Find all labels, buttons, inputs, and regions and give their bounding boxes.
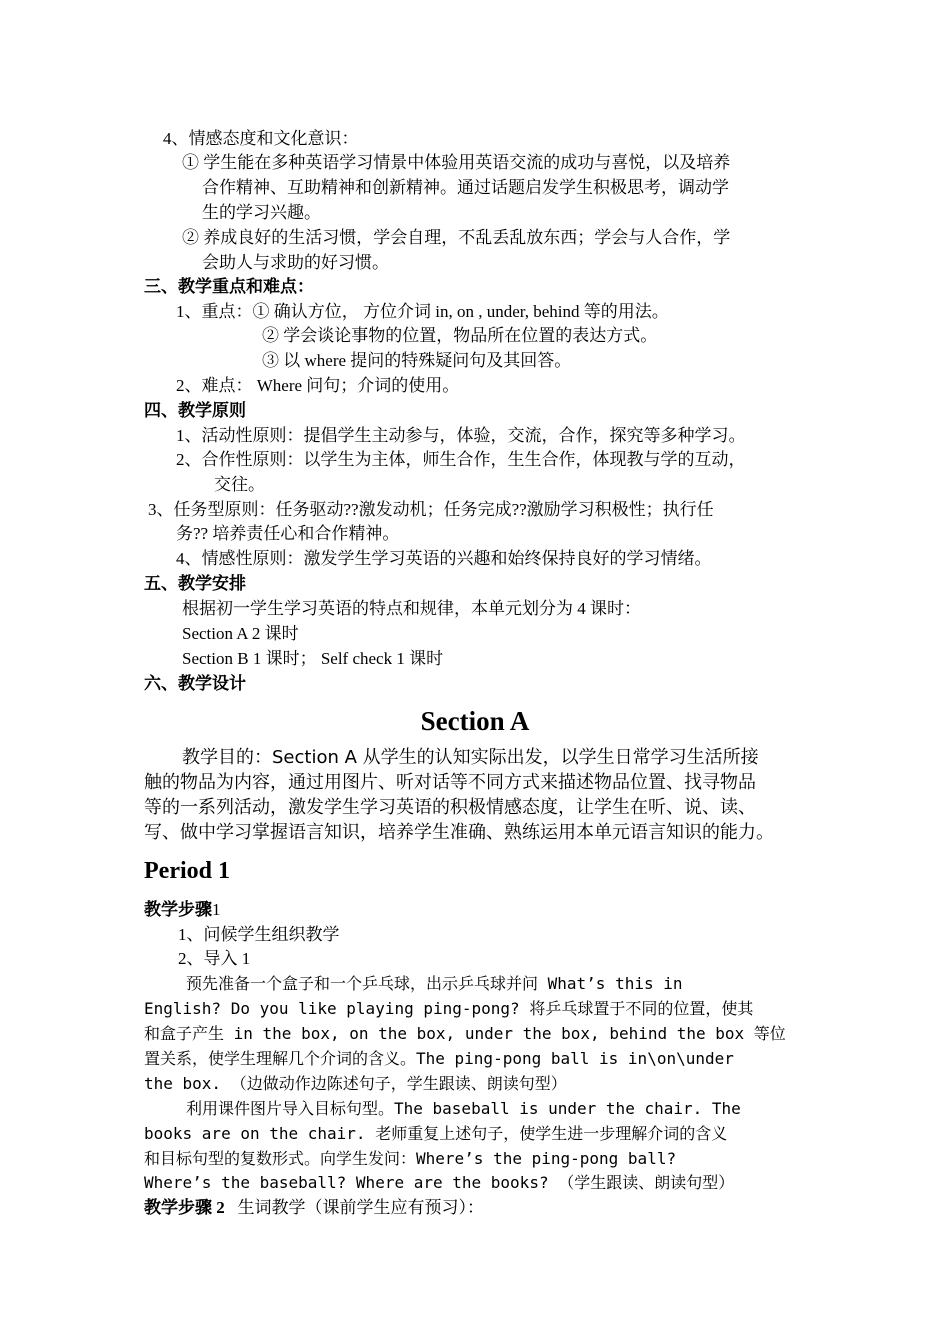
- section4-principle3-line2: 务?? 培养责任心和合作精神。: [176, 524, 400, 543]
- section-a-aim-line3: 等的一系列活动，激发学生学习英语的积极情感态度，让学生在听、说、读、: [144, 797, 756, 818]
- section4-principle3-line1: 3、任务型原则：任务驱动??激发动机；任务完成??激励学习积极性；执行任: [148, 500, 714, 519]
- step1-item1: 1、问候学生组织教学: [178, 925, 340, 944]
- para2-line4: Where’s the baseball? Where are the books? （学生跟读、朗读句型）: [144, 1173, 735, 1192]
- step2-heading: [144, 1196, 484, 1220]
- section-a-aim-line1: 教学目的：Section A 从学生的认知实际出发，以学生日常学习生活所接: [182, 747, 759, 768]
- section4-principle2-line2: 交往。: [214, 475, 265, 494]
- section4-principle4: 4、情感性原则：激发学生学习英语的兴趣和始终保持良好的学习情绪。: [176, 549, 712, 568]
- part4-heading: 4、情感态度和文化意识：: [163, 129, 359, 148]
- section-a-aim-line2: 触的物品为内容，通过用图片、听对话等不同方式来描述物品位置、找寻物品: [144, 772, 756, 793]
- para1-line4: 置关系，使学生理解几个介词的含义。The ping-pong ball is in\on\under: [144, 1049, 734, 1068]
- step2-label: 教学步骤 2: [144, 1198, 225, 1217]
- section3-key-line3: ③ 以 where 提问的特殊疑问句及其回答。: [262, 351, 572, 370]
- para1-line1: 预先准备一个盒子和一个乒乓球，出示乒乓球并问 What’s this in: [186, 974, 683, 993]
- para1-line2: English? Do you like playing ping-pong? 将乒乓球置于不同的位置，使其: [144, 999, 754, 1018]
- section4-heading: 四、教学原则: [144, 401, 246, 420]
- para2-line2: books are on the chair. 老师重复上述句子，使学生进一步理解介词的含义: [144, 1124, 728, 1143]
- section-a-aim-line4: 写、做中学习掌握语言知识，培养学生准确、熟练运用本单元语言知识的能力。: [144, 822, 774, 843]
- step1-label: 教学步骤: [144, 900, 212, 919]
- para2-line3: 和目标句型的复数形式。向学生发问：Where’s the ping-pong ball?: [144, 1149, 677, 1168]
- period1-title: Period 1: [144, 858, 230, 884]
- section6-heading: 六、教学设计: [144, 674, 246, 693]
- section3-key-line2: ② 学会谈论事物的位置，物品所在位置的表达方式。: [262, 326, 658, 345]
- part4-item2-line1: ② 养成良好的生活习惯，学会自理，不乱丢乱放东西；学会与人合作，学: [182, 228, 731, 247]
- section4-principle1: 1、活动性原则：提倡学生主动参与，体验，交流，合作，探究等多种学习。: [176, 426, 746, 445]
- step1-number: 1: [212, 900, 221, 919]
- section4-principle2-line1: 2、合作性原则：以学生为主体，师生合作，生生合作，体现教与学的互动，: [176, 450, 746, 469]
- section3-heading: 三、教学重点和难点：: [144, 277, 314, 296]
- section5-line2: Section A 2 课时: [182, 624, 299, 643]
- step2-text: 生词教学（课前学生应有预习）：: [237, 1198, 484, 1217]
- section-a-title: Section A: [420, 706, 530, 736]
- para1-line3: 和盒子产生 in the box, on the box, under the box, behind the box 等位: [144, 1024, 786, 1043]
- part4-item1-line3: 生的学习兴趣。: [202, 203, 321, 222]
- section5-heading: 五、教学安排: [144, 574, 246, 593]
- section3-key-line1: 1、重点：① 确认方位， 方位介词 in, on , under, behind 等的用法。: [176, 302, 669, 321]
- para1-line5: the box. （边做动作边陈述句子，学生跟读、朗读句型）: [144, 1074, 567, 1093]
- section5-line3: Section B 1 课时； Self check 1 课时: [182, 649, 444, 668]
- part4-item2-line2: 会助人与求助的好习惯。: [202, 253, 389, 272]
- step1-heading: [144, 898, 221, 922]
- para2-line1: 利用课件图片导入目标句型。The baseball is under the chair. The: [186, 1099, 741, 1118]
- part4-item1-line1: ① 学生能在多种英语学习情景中体验用英语交流的成功与喜悦，以及培养: [182, 153, 731, 172]
- step1-item2: 2、导入 1: [178, 949, 251, 968]
- part4-item1-line2: 合作精神、互助精神和创新精神。通过话题启发学生积极思考，调动学: [202, 178, 729, 197]
- section5-line1: 根据初一学生学习英语的特点和规律，本单元划分为 4 课时：: [182, 599, 641, 618]
- section3-difficulty: 2、难点： Where 问句；介词的使用。: [176, 376, 460, 395]
